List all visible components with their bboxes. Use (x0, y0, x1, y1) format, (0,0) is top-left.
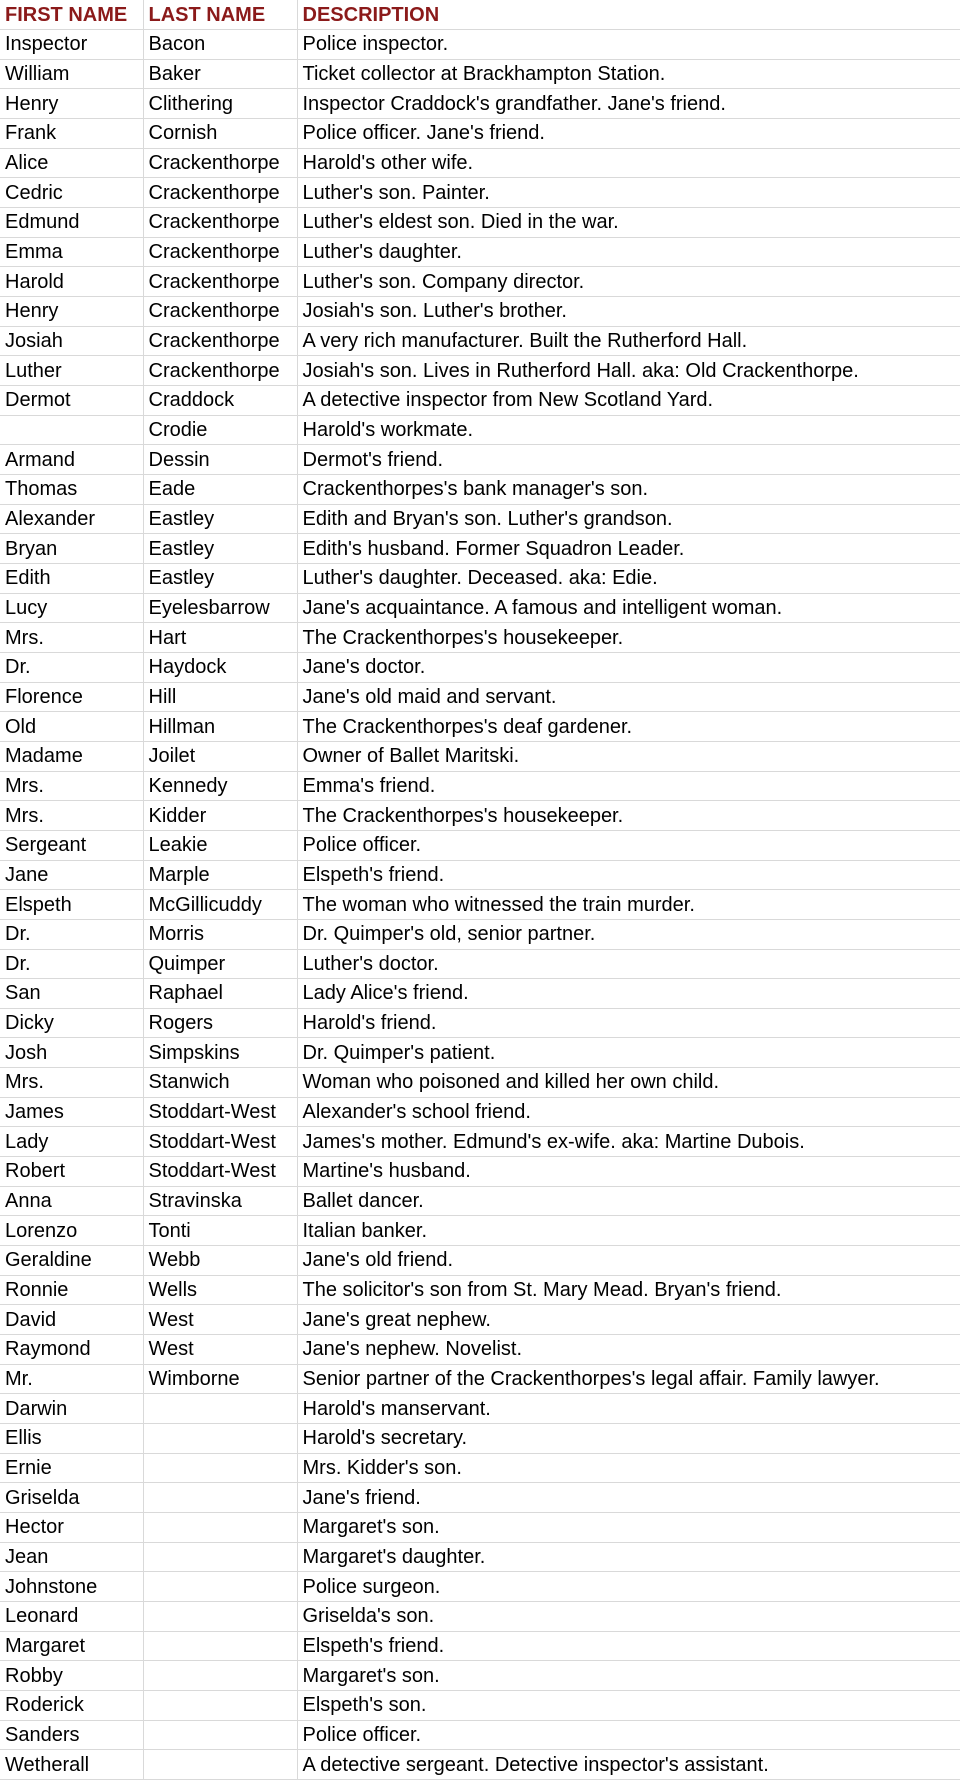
table-row (0, 1512, 960, 1542)
cell-description: Jane's old maid and servant. (297, 682, 960, 712)
cell-first-name: Lorenzo (0, 1216, 143, 1246)
table-row (0, 415, 960, 445)
table-row (0, 771, 960, 801)
column-header-last-name: LAST NAME (143, 0, 297, 30)
cell-last-name: Crodie (143, 415, 297, 445)
table-row (0, 1542, 960, 1572)
cell-first-name: Lucy (0, 593, 143, 623)
cell-first-name: Sergeant (0, 830, 143, 860)
cell-first-name: Inspector (0, 30, 143, 60)
table-row (0, 1631, 960, 1661)
cell-last-name: Kidder (143, 801, 297, 831)
cell-last-name (143, 1690, 297, 1720)
table-row (0, 919, 960, 949)
cell-description: Margaret's daughter. (297, 1542, 960, 1572)
cell-first-name: Alice (0, 148, 143, 178)
table-row (0, 1364, 960, 1394)
cell-last-name: Rogers (143, 1008, 297, 1038)
cell-last-name (143, 1661, 297, 1691)
cell-description: Luther's doctor. (297, 949, 960, 979)
table-row (0, 237, 960, 267)
cell-description: The woman who witnessed the train murder. (297, 890, 960, 920)
cell-last-name: West (143, 1335, 297, 1365)
cell-description: Dermot's friend. (297, 445, 960, 475)
cell-last-name (143, 1601, 297, 1631)
cell-description: Ticket collector at Brackhampton Station. (297, 59, 960, 89)
cell-description: Martine's husband. (297, 1157, 960, 1187)
cell-description: Harold's friend. (297, 1008, 960, 1038)
cell-first-name: Johnstone (0, 1572, 143, 1602)
cell-first-name: Raymond (0, 1335, 143, 1365)
table-row (0, 1216, 960, 1246)
table-row (0, 1720, 960, 1750)
cell-last-name: Crackenthorpe (143, 267, 297, 297)
cell-last-name: Stoddart-West (143, 1097, 297, 1127)
table-row (0, 1068, 960, 1098)
cell-description: Jane's old friend. (297, 1246, 960, 1276)
cell-description: Elspeth's friend. (297, 1631, 960, 1661)
table-row (0, 1097, 960, 1127)
table-row (0, 1246, 960, 1276)
cell-description: Police officer. (297, 1720, 960, 1750)
table-row (0, 30, 960, 60)
cell-first-name: Armand (0, 445, 143, 475)
cell-first-name: Dr. (0, 652, 143, 682)
table-row (0, 801, 960, 831)
cell-last-name (143, 1631, 297, 1661)
cell-description: Jane's friend. (297, 1483, 960, 1513)
cell-first-name: Mrs. (0, 623, 143, 653)
cell-last-name: Baker (143, 59, 297, 89)
cell-description: Griselda's son. (297, 1601, 960, 1631)
cell-description: James's mother. Edmund's ex-wife. aka: Martine Dubois. (297, 1127, 960, 1157)
cell-last-name: Wimborne (143, 1364, 297, 1394)
cell-first-name: Harold (0, 267, 143, 297)
table-row (0, 386, 960, 416)
cell-last-name: Stravinska (143, 1186, 297, 1216)
cell-description: Edith's husband. Former Squadron Leader. (297, 534, 960, 564)
table-row (0, 1690, 960, 1720)
cell-description: Elspeth's friend. (297, 860, 960, 890)
cell-last-name: Raphael (143, 979, 297, 1009)
cell-description: Dr. Quimper's old, senior partner. (297, 919, 960, 949)
cell-first-name (0, 415, 143, 445)
cell-first-name: Edmund (0, 208, 143, 238)
cell-first-name: Mrs. (0, 1068, 143, 1098)
cell-description: Police inspector. (297, 30, 960, 60)
cell-description: Edith and Bryan's son. Luther's grandson. (297, 504, 960, 534)
cell-last-name (143, 1453, 297, 1483)
table-row (0, 712, 960, 742)
table-row (0, 59, 960, 89)
cell-last-name: Hillman (143, 712, 297, 742)
table-row (0, 890, 960, 920)
cell-first-name: Robby (0, 1661, 143, 1691)
cell-description: Luther's daughter. Deceased. aka: Edie. (297, 563, 960, 593)
cell-last-name: Hart (143, 623, 297, 653)
column-header-first-name: FIRST NAME (0, 0, 143, 30)
cell-last-name: Eastley (143, 563, 297, 593)
cell-description: Luther's son. Company director. (297, 267, 960, 297)
cell-last-name: Leakie (143, 830, 297, 860)
cell-last-name: Webb (143, 1246, 297, 1276)
cell-last-name: Crackenthorpe (143, 297, 297, 327)
cell-description: Harold's other wife. (297, 148, 960, 178)
cell-description: Crackenthorpes's bank manager's son. (297, 475, 960, 505)
table-row (0, 119, 960, 149)
table-row (0, 1335, 960, 1365)
cell-last-name (143, 1394, 297, 1424)
cell-first-name: Edith (0, 563, 143, 593)
cell-description: Mrs. Kidder's son. (297, 1453, 960, 1483)
cell-last-name: Dessin (143, 445, 297, 475)
cell-first-name: Griselda (0, 1483, 143, 1513)
cell-description: Lady Alice's friend. (297, 979, 960, 1009)
cell-last-name: Eade (143, 475, 297, 505)
table-row (0, 208, 960, 238)
cell-last-name (143, 1424, 297, 1454)
table-row (0, 563, 960, 593)
cell-first-name: Wetherall (0, 1750, 143, 1780)
table-row (0, 1305, 960, 1335)
cell-first-name: Mrs. (0, 771, 143, 801)
table-row (0, 741, 960, 771)
cell-description: A detective sergeant. Detective inspector's assistant. (297, 1750, 960, 1780)
cell-description: The Crackenthorpes's housekeeper. (297, 801, 960, 831)
table-row (0, 1661, 960, 1691)
table-row (0, 979, 960, 1009)
cell-last-name: Stanwich (143, 1068, 297, 1098)
table-row (0, 1750, 960, 1780)
cell-description: Luther's daughter. (297, 237, 960, 267)
table-row (0, 1572, 960, 1602)
cell-last-name: Crackenthorpe (143, 237, 297, 267)
cell-last-name: Bacon (143, 30, 297, 60)
cell-first-name: David (0, 1305, 143, 1335)
cell-description: Italian banker. (297, 1216, 960, 1246)
table-row (0, 504, 960, 534)
table-row (0, 356, 960, 386)
cell-first-name: Old (0, 712, 143, 742)
cell-last-name: Crackenthorpe (143, 326, 297, 356)
cell-description: Elspeth's son. (297, 1690, 960, 1720)
table-row (0, 178, 960, 208)
cell-first-name: Margaret (0, 1631, 143, 1661)
cell-description: Police officer. (297, 830, 960, 860)
cell-last-name: Kennedy (143, 771, 297, 801)
cell-last-name: Joilet (143, 741, 297, 771)
cell-description: Josiah's son. Lives in Rutherford Hall. aka: Old Crackenthorpe. (297, 356, 960, 386)
table-row (0, 1394, 960, 1424)
cell-first-name: San (0, 979, 143, 1009)
cell-description: A very rich manufacturer. Built the Rutherford Hall. (297, 326, 960, 356)
cell-first-name: Jean (0, 1542, 143, 1572)
cell-description: The Crackenthorpes's housekeeper. (297, 623, 960, 653)
cell-description: Dr. Quimper's patient. (297, 1038, 960, 1068)
cell-last-name: Eastley (143, 534, 297, 564)
table-row (0, 949, 960, 979)
cell-last-name: Crackenthorpe (143, 356, 297, 386)
cell-description: Inspector Craddock's grandfather. Jane's friend. (297, 89, 960, 119)
cell-last-name: Tonti (143, 1216, 297, 1246)
table-row (0, 267, 960, 297)
table-row (0, 623, 960, 653)
cell-last-name (143, 1542, 297, 1572)
cell-last-name: Craddock (143, 386, 297, 416)
cell-last-name: Wells (143, 1275, 297, 1305)
cell-description: Luther's son. Painter. (297, 178, 960, 208)
cell-last-name: McGillicuddy (143, 890, 297, 920)
cell-first-name: Lady (0, 1127, 143, 1157)
cell-last-name: Hill (143, 682, 297, 712)
cell-first-name: Elspeth (0, 890, 143, 920)
cell-first-name: Frank (0, 119, 143, 149)
table-row (0, 1601, 960, 1631)
cell-last-name (143, 1750, 297, 1780)
column-header-description: DESCRIPTION (297, 0, 960, 30)
table-row (0, 326, 960, 356)
cell-first-name: Mr. (0, 1364, 143, 1394)
cell-description: Harold's secretary. (297, 1424, 960, 1454)
cell-description: Alexander's school friend. (297, 1097, 960, 1127)
header-row (0, 0, 960, 30)
cell-last-name (143, 1512, 297, 1542)
cell-last-name: Marple (143, 860, 297, 890)
cell-description: The Crackenthorpes's deaf gardener. (297, 712, 960, 742)
cell-first-name: Henry (0, 89, 143, 119)
cell-first-name: Josh (0, 1038, 143, 1068)
cell-first-name: Geraldine (0, 1246, 143, 1276)
cell-last-name (143, 1572, 297, 1602)
table-row (0, 1127, 960, 1157)
cell-first-name: Sanders (0, 1720, 143, 1750)
table-row (0, 1275, 960, 1305)
cell-first-name: Ronnie (0, 1275, 143, 1305)
cell-first-name: Dr. (0, 919, 143, 949)
table-row (0, 1483, 960, 1513)
cell-first-name: Emma (0, 237, 143, 267)
cell-description: Jane's acquaintance. A famous and intelligent woman. (297, 593, 960, 623)
cell-description: Margaret's son. (297, 1661, 960, 1691)
cell-last-name: Morris (143, 919, 297, 949)
cell-first-name: Thomas (0, 475, 143, 505)
cell-first-name: Mrs. (0, 801, 143, 831)
cell-description: Harold's manservant. (297, 1394, 960, 1424)
cell-description: Josiah's son. Luther's brother. (297, 297, 960, 327)
table-row (0, 1157, 960, 1187)
cell-first-name: William (0, 59, 143, 89)
cell-description: Police officer. Jane's friend. (297, 119, 960, 149)
cell-first-name: Dermot (0, 386, 143, 416)
cell-description: Woman who poisoned and killed her own child. (297, 1068, 960, 1098)
table-row (0, 534, 960, 564)
cell-last-name: West (143, 1305, 297, 1335)
cell-first-name: Dr. (0, 949, 143, 979)
table-body (0, 30, 960, 1780)
cell-last-name: Haydock (143, 652, 297, 682)
cell-first-name: Madame (0, 741, 143, 771)
cell-last-name: Quimper (143, 949, 297, 979)
table-row (0, 475, 960, 505)
cell-description: Jane's great nephew. (297, 1305, 960, 1335)
cell-description: Ballet dancer. (297, 1186, 960, 1216)
cell-last-name (143, 1720, 297, 1750)
cell-first-name: Josiah (0, 326, 143, 356)
table-row (0, 1186, 960, 1216)
cell-first-name: Hector (0, 1512, 143, 1542)
cell-last-name: Clithering (143, 89, 297, 119)
cell-first-name: Cedric (0, 178, 143, 208)
cell-last-name: Simpskins (143, 1038, 297, 1068)
cell-first-name: Luther (0, 356, 143, 386)
cell-first-name: Darwin (0, 1394, 143, 1424)
cell-first-name: Roderick (0, 1690, 143, 1720)
table-row (0, 1008, 960, 1038)
cell-first-name: Dicky (0, 1008, 143, 1038)
cell-description: Jane's doctor. (297, 652, 960, 682)
cell-first-name: Robert (0, 1157, 143, 1187)
cell-first-name: Ernie (0, 1453, 143, 1483)
cell-description: Emma's friend. (297, 771, 960, 801)
cell-first-name: Jane (0, 860, 143, 890)
cell-last-name: Stoddart-West (143, 1157, 297, 1187)
cell-last-name: Stoddart-West (143, 1127, 297, 1157)
cell-last-name: Cornish (143, 119, 297, 149)
cell-last-name: Eyelesbarrow (143, 593, 297, 623)
cell-first-name: Ellis (0, 1424, 143, 1454)
cell-description: Senior partner of the Crackenthorpes's legal affair. Family lawyer. (297, 1364, 960, 1394)
table-row (0, 593, 960, 623)
cell-first-name: Henry (0, 297, 143, 327)
cell-description: Jane's nephew. Novelist. (297, 1335, 960, 1365)
cell-description: Harold's workmate. (297, 415, 960, 445)
table-row (0, 297, 960, 327)
cell-first-name: Bryan (0, 534, 143, 564)
table-row (0, 1424, 960, 1454)
table-row (0, 1038, 960, 1068)
cell-description: A detective inspector from New Scotland Yard. (297, 386, 960, 416)
cell-last-name: Crackenthorpe (143, 148, 297, 178)
cell-description: Owner of Ballet Maritski. (297, 741, 960, 771)
table-row (0, 148, 960, 178)
cell-last-name: Crackenthorpe (143, 208, 297, 238)
table-row (0, 445, 960, 475)
cell-last-name (143, 1483, 297, 1513)
cell-first-name: Anna (0, 1186, 143, 1216)
table-row (0, 682, 960, 712)
cell-last-name: Crackenthorpe (143, 178, 297, 208)
cell-first-name: James (0, 1097, 143, 1127)
cell-first-name: Leonard (0, 1601, 143, 1631)
cell-first-name: Florence (0, 682, 143, 712)
table-row (0, 89, 960, 119)
table-row (0, 1453, 960, 1483)
cell-description: Margaret's son. (297, 1512, 960, 1542)
table-row (0, 860, 960, 890)
table-row (0, 830, 960, 860)
table-row (0, 652, 960, 682)
cell-last-name: Eastley (143, 504, 297, 534)
cell-description: The solicitor's son from St. Mary Mead. Bryan's friend. (297, 1275, 960, 1305)
cell-description: Luther's eldest son. Died in the war. (297, 208, 960, 238)
cell-first-name: Alexander (0, 504, 143, 534)
cell-description: Police surgeon. (297, 1572, 960, 1602)
